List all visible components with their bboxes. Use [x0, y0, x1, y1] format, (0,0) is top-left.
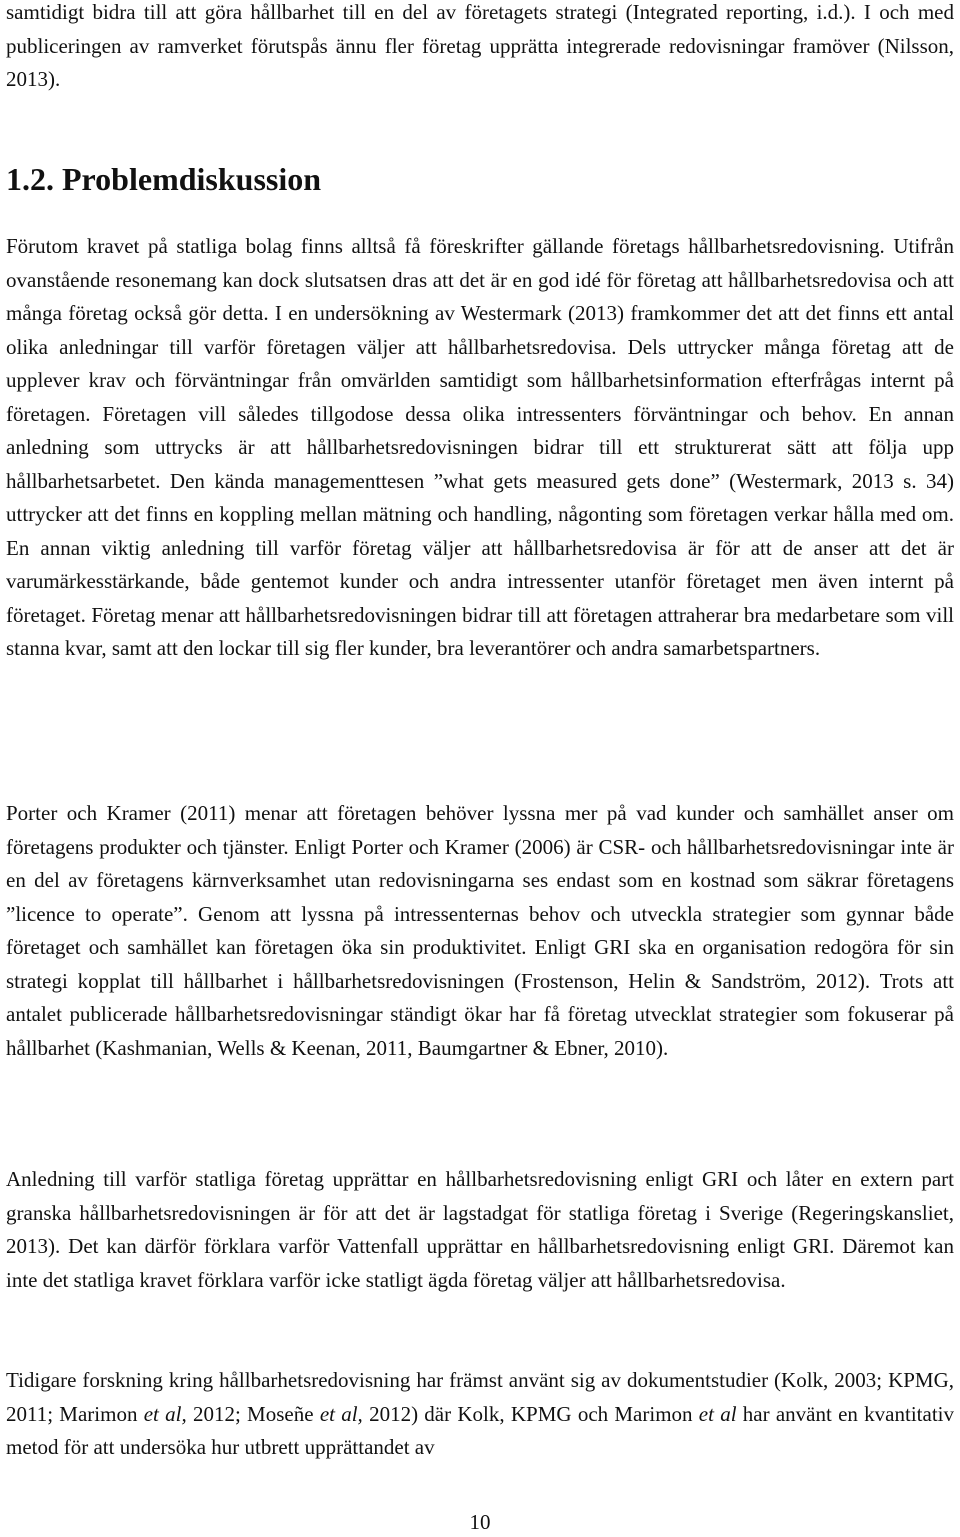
italic-text: et al: [698, 1401, 737, 1426]
body-paragraph-last: [6, 1364, 954, 1465]
intro-paragraph: samtidigt bidra till att göra hållbarhet till en del av företagets strategi (Integrated reporting, i.d.). I och med publiceringen av ramverket förutspås ännu fler företag upprätta integrerade redovisningar framöver (Nilsson, 2013).: [6, 0, 954, 91]
text-span: har använt en kvantitativ metod för att undersöka hur utbrett upprättandet av: [6, 1401, 954, 1459]
section-heading: 1.2. Problemdiskussion: [6, 161, 322, 197]
text-span: Tidigare forskning kring hållbarhetsredovisning har främst använt sig av dokumentstudier (Kolk, 2003; KPMG, 2011; Marimon: [6, 1368, 954, 1426]
italic-text: et al,: [143, 1401, 187, 1426]
text-span: 2012; Moseñe: [186, 1401, 320, 1426]
body-paragraph: Anledning till varför statliga företag upprättar en hållbarhetsredovisning enligt GRI och låter en extern part granska hållbarhetsredovisningen är för att det är lagstadgat för statliga företag i Sverige (Regeringskansliet, 2013). Det kan därför förklara varför Vattenfall upprättar en hållbarhetsredovisning enligt GRI. Däremot kan inte det statliga kravet förklara varför icke statligt ägda företag väljer att hållbarhetsredovisa.: [6, 1167, 954, 1292]
body-paragraph: Förutom kravet på statliga bolag finns alltså få föreskrifter gällande företags hållbarhetsredovisning. Utifrån ovanstående resonemang kan dock slutsatsen dras att det är en god idé för företag att hållbarhetsredovisa och att många företag också gör detta. I en undersökning av Westermark (2013) framkommer det att det finns ett antal olika anledningar till varför företagen väljer att hållbarhetsredovisa. Dels uttrycker många företag att de upplever krav och förväntningar från omvärlden samtidigt som hållbarhetsinformation efterfrågas internt på företagen. Företagen vill således tillgodose dessa olika intressenters förväntningar och behov. En annan anledning som uttrycks är att hållbarhetsredovisningen bidrar till ett strukturerat sätt att följa upp hållbarhetsarbetet. Den kända managementtesen ”what gets measured gets done” (Westermark, 2013 s. 34) uttrycker att det finns en koppling mellan mätning och handling, någonting som företagen verkar hålla med om. En annan viktig anledning till varför företag väljer att hållbarhetsredovisa är för att de anser att det är varumärkesstärkande, både gentemot kunder och andra intressenter utanför företaget men även internt på företaget. Företag menar att hållbarhetsredovisningen bidrar till att företagen attraherar bra medarbetare som vill stanna kvar, samt att den lockar till sig fler kunder, bra leverantörer och andra samarbetspartners.: [6, 234, 954, 660]
text-span: 2012) där Kolk, KPMG och Marimon: [362, 1401, 699, 1426]
page-number: 10: [469, 1510, 491, 1534]
italic-text: et al,: [319, 1401, 363, 1426]
body-paragraph: Porter och Kramer (2011) menar att företagen behöver lyssna mer på vad kunder och samhället anser om företagens produkter och tjänster. Enligt Porter och Kramer (2006) är CSR- och hållbarhetsredovisningar inte är en del av företagens kärnverksamhet utan redovisningarna ses endast som en kostnad som säkrar företagens ”licence to operate”. Genom att lyssna på intressenternas behov och utveckla strategier som gynnar både företaget och samhället kan företagen öka sin produktivitet. Enligt GRI ska en organisation redogöra för sin strategi kopplat till hållbarhet i hållbarhetsredovisningen (Frostenson, Helin & Sandström, 2012). Trots att antalet publicerade hållbarhetsredovisningar ständigt ökar har få företag utvecklat strategier som fokuserar på hållbarhet (Kashmanian, Wells & Keenan, 2011, Baumgartner & Ebner, 2010).: [6, 801, 954, 1060]
